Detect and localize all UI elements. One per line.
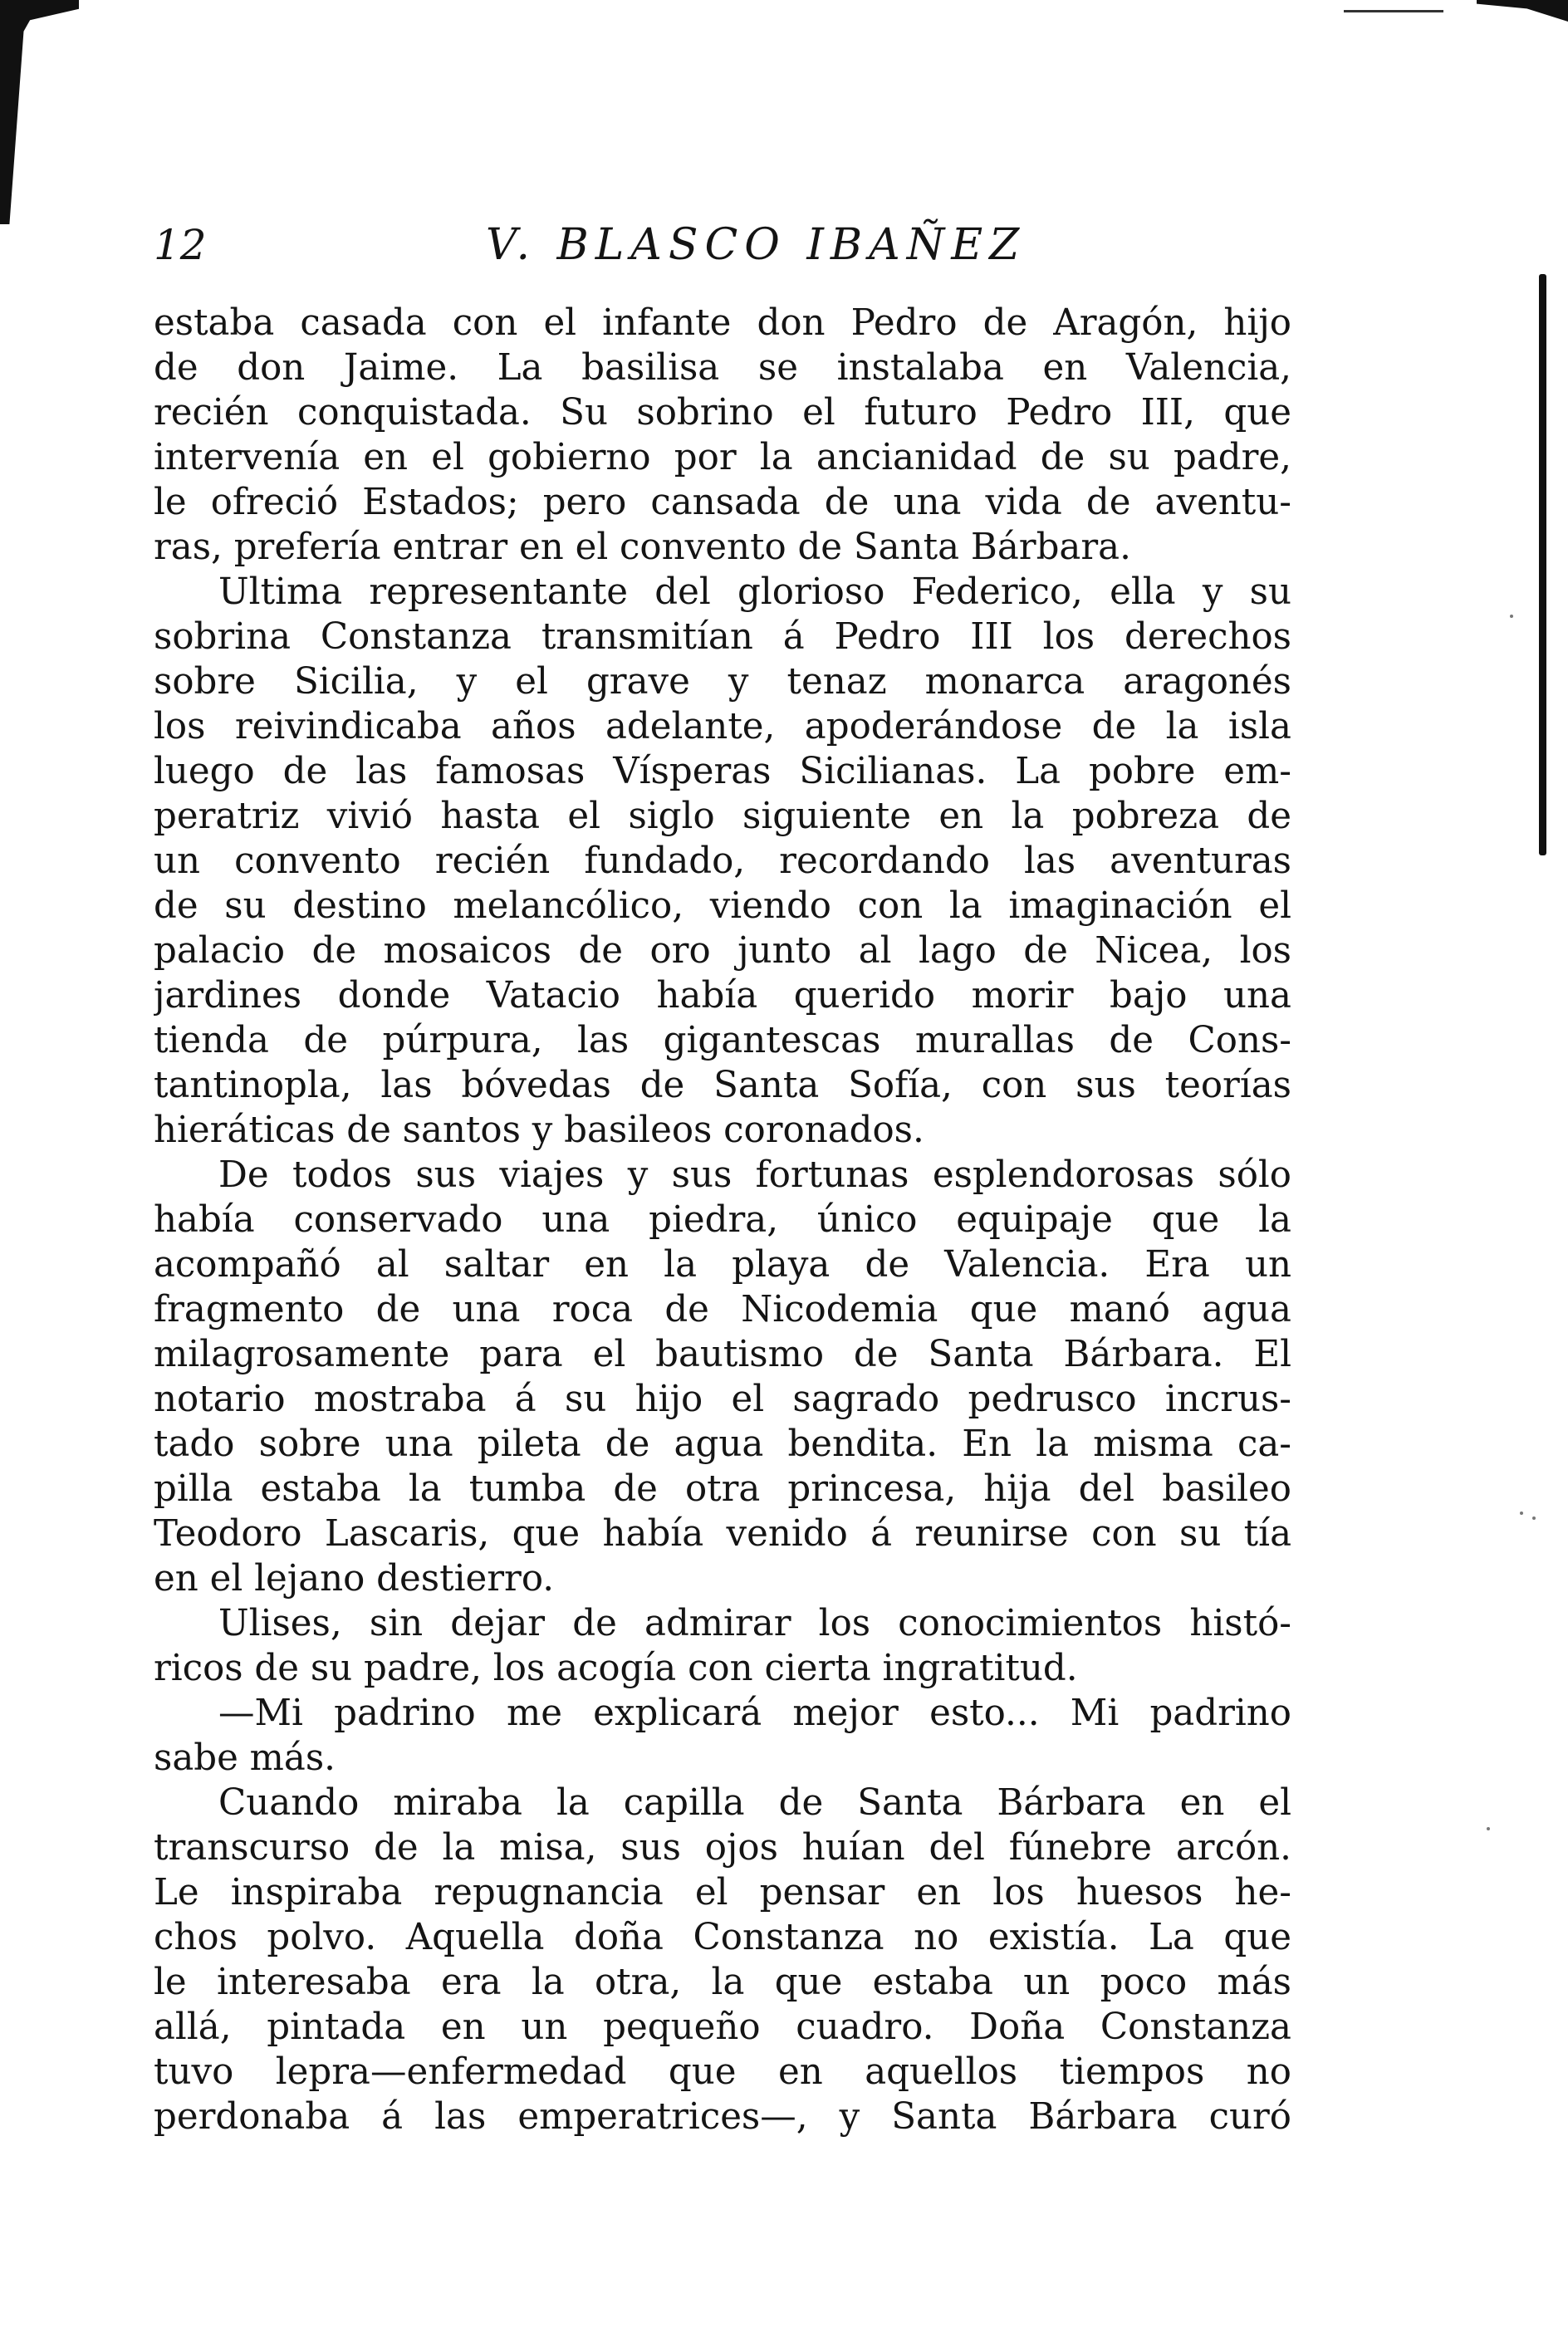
- body-text: [154, 301, 1291, 2139]
- text-line: ras, prefería entrar en el convento de Santa Bárbara.: [154, 527, 1131, 568]
- text-line: Teodoro Lascaris, que había venido á reunirse con su tía: [154, 1513, 1291, 1555]
- page-number: 12: [154, 221, 207, 269]
- text-line: estaba casada con el infante don Pedro de Aragón, hijo: [154, 302, 1291, 344]
- text-line: recién conquistada. Su sobrino el futuro Pedro III, que: [154, 392, 1291, 434]
- text-line: palacio de mosaicos de oro junto al lago de Nicea, los: [154, 930, 1291, 972]
- scan-edge-right-bar: [1539, 274, 1546, 855]
- text-line: Ulises, sin dejar de admirar los conocimientos histó-: [218, 1603, 1291, 1644]
- text-line: tado sobre una pileta de agua bendita. En la misma ca-: [154, 1423, 1291, 1465]
- text-line: de su destino melancólico, viendo con la imaginación el: [154, 885, 1291, 927]
- text-line: un convento recién fundado, recordando las aventuras: [154, 840, 1291, 882]
- scan-speck: [1532, 1516, 1536, 1520]
- text-line: Le inspiraba repugnancia el pensar en los huesos he-: [154, 1872, 1291, 1913]
- text-line: en el lejano destierro.: [154, 1558, 555, 1600]
- text-line: sobrina Constanza transmitían á Pedro III los derechos: [154, 616, 1291, 658]
- text-line: los reivindicaba años adelante, apoderándose de la isla: [154, 706, 1291, 747]
- text-line: sobre Sicilia, y el grave y tenaz monarca aragonés: [154, 661, 1291, 703]
- text-line: intervenía en el gobierno por la ancianidad de su padre,: [154, 437, 1291, 478]
- text-line: Cuando miraba la capilla de Santa Bárbara en el: [218, 1782, 1291, 1824]
- scan-speck: [1520, 1512, 1523, 1515]
- running-head: V. BLASCO IBAÑEZ: [486, 220, 1027, 270]
- text-line: transcurso de la misa, sus ojos huían del fúnebre arcón.: [154, 1827, 1291, 1869]
- text-line: luego de las famosas Vísperas Sicilianas. La pobre em-: [154, 751, 1291, 792]
- text-line: acompañó al saltar en la playa de Valencia. Era un: [154, 1244, 1291, 1286]
- text-line: había conservado una piedra, único equipaje que la: [154, 1199, 1291, 1241]
- text-line: pilla estaba la tumba de otra princesa, hija del basileo: [154, 1468, 1291, 1510]
- text-line: hieráticas de santos y basileos coronados.: [154, 1110, 924, 1151]
- scan-edge-line: [1344, 10, 1443, 12]
- scan-speck: [1487, 1827, 1490, 1830]
- text-line: peratriz vivió hasta el siglo siguiente en la pobreza de: [154, 796, 1291, 837]
- text-line: sabe más.: [154, 1737, 336, 1779]
- scan-edge-top-right: [1477, 0, 1568, 22]
- text-line: allá, pintada en un pequeño cuadro. Doña Constanza: [154, 2006, 1291, 2048]
- scan-speck: [1510, 615, 1513, 618]
- text-line: De todos sus viajes y sus fortunas esplendorosas sólo: [218, 1154, 1291, 1196]
- text-line: chos polvo. Aquella doña Constanza no existía. La que: [154, 1917, 1291, 1958]
- scan-edge-corner: [0, 0, 79, 224]
- text-line: fragmento de una roca de Nicodemia que manó agua: [154, 1289, 1291, 1330]
- text-line: Ultima representante del glorioso Federico, ella y su: [218, 571, 1291, 613]
- text-line: jardines donde Vatacio había querido morir bajo una: [154, 975, 1291, 1017]
- text-line: tienda de púrpura, las gigantescas murallas de Cons-: [154, 1020, 1291, 1061]
- text-line: tuvo lepra—enfermedad que en aquellos tiempos no: [154, 2051, 1291, 2093]
- page-header: [154, 212, 1333, 278]
- text-line: ricos de su padre, los acogía con cierta ingratitud.: [154, 1648, 1078, 1689]
- text-line: le interesaba era la otra, la que estaba un poco más: [154, 1962, 1291, 2003]
- text-line: —Mi padrino me explicará mejor esto... Mi padrino: [218, 1693, 1291, 1734]
- text-line: notario mostraba á su hijo el sagrado pedrusco incrus-: [154, 1379, 1291, 1420]
- text-line: perdonaba á las emperatrices—, y Santa Bárbara curó: [154, 2096, 1291, 2138]
- text-line: de don Jaime. La basilisa se instalaba en Valencia,: [154, 347, 1291, 389]
- text-line: le ofreció Estados; pero cansada de una vida de aventu-: [154, 482, 1291, 523]
- text-line: tantinopla, las bóvedas de Santa Sofía, con sus teorías: [154, 1065, 1291, 1106]
- text-line: milagrosamente para el bautismo de Santa Bárbara. El: [154, 1334, 1291, 1375]
